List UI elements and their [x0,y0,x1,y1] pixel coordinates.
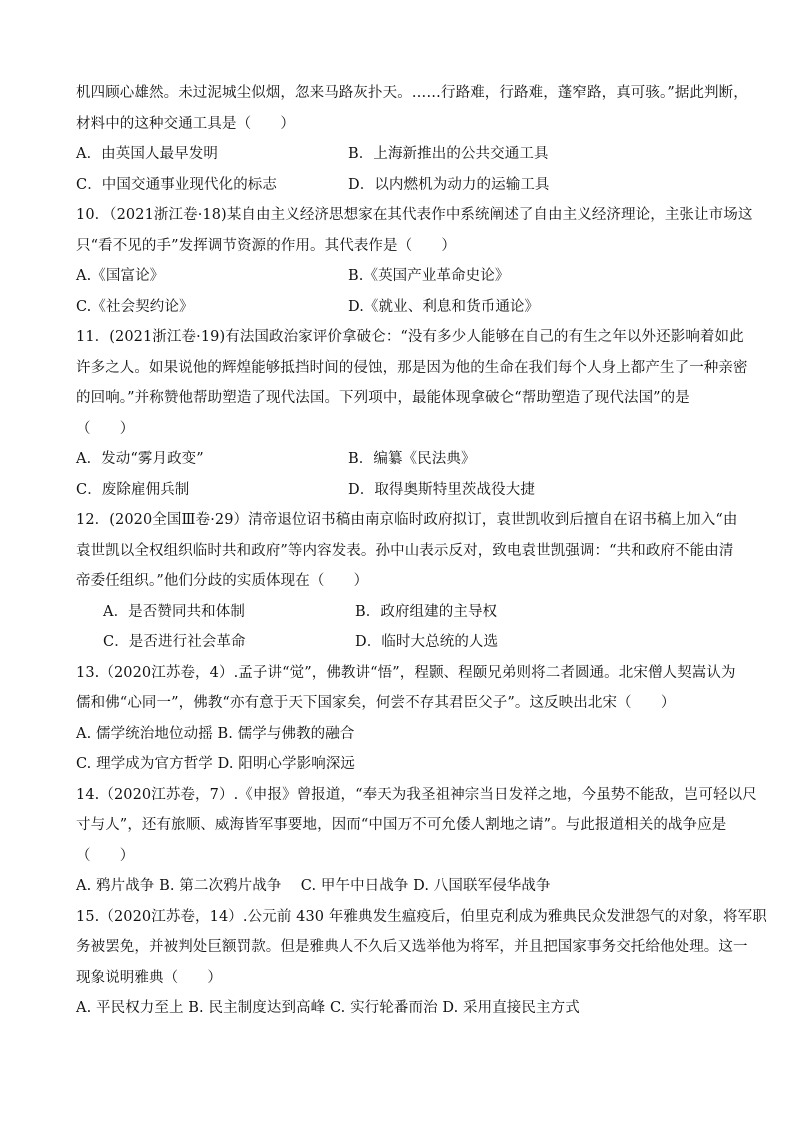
option-b: B．上海新推出的公共交通工具 [348,146,549,162]
question-text-line: 材料中的这种交通工具是（ ） [76,115,295,132]
question-text-line: 帝委任组织。”他们分歧的实质体现在（ ） [76,573,369,589]
question-14 [76,780,757,902]
page-content [76,78,767,1024]
option-row [76,292,720,323]
option-b: B．政府组建的主导权 [355,603,498,620]
option-row [76,475,720,506]
question-text-line: 儒和佛“心同一”，佛教“亦有意于天下国家矣，何尝不存其君臣父子”。这反映出北宋（ ） [76,695,676,711]
option-c: C．中国交通事业现代化的标志 [76,176,277,193]
question-text-line: 的回响。”并称赞他帮助塑造了现代法国。下列项中，最能体现拿破仑“帮助塑造了现代法国”的是 [76,390,690,406]
option-row [76,597,720,628]
option-row: C. 理学成为官方哲学 D. 阳明心学影响深远 [76,756,356,772]
option-row [76,444,720,475]
option-a: A．是否赞同共和体制 [103,603,245,620]
question-text-line: 只“看不见的手”发挥调节资源的作用。其代表作是（ ） [76,237,457,254]
question-text-line: 许多之人。如果说他的辉煌能够抵挡时间的侵蚀，那是因为他的生命在我们每个人身上都产生了一种亲密 [76,359,748,376]
option-d: D．取得奥斯特里茨战役大捷 [348,481,535,498]
option-d: D．以内燃机为动力的运输工具 [348,176,550,193]
option-c: C．废除雇佣兵制 [76,481,190,498]
option-d: D．临时大总统的人选 [355,634,499,650]
question-9-continuation [76,78,748,200]
question-text-line: 袁世凯以全权组织临时共和政府”等内容发表。孙中山表示反对，致电袁世凯强调：“共和政府不能由清 [76,542,734,559]
question-text-line: （ ） [76,420,135,437]
question-text-line: （ ） [76,847,135,864]
option-c: C.《社会契约论》 [76,298,194,315]
option-row: A. 平民权力至上 B. 民主制度达到高峰 C. 实行轮番而治 D. 采用直接民主方式 [76,1000,580,1016]
question-text-line: 现象说明雅典（ ） [76,969,222,986]
option-a: A．发动“雾月政变” [76,451,204,467]
option-row [76,139,720,170]
option-d: D.《就业、利息和货币通论》 [348,298,540,315]
question-11 [76,322,748,505]
question-text-line: 12．(2020全国Ⅲ卷·29）清帝退位诏书稿由南京临时政府拟订，袁世凯收到后擅自在诏书稿上加入“由 [76,512,738,528]
question-text-line: 11．(2021浙江卷·19)有法国政治家评价拿破仑：“没有多少人能够在自己的有生之年以外还影响着如此 [76,329,744,345]
question-text-line: 14.（2020江苏卷，7）.《申报》曾报道，“奉天为我圣祖神宗当日发祥之地，今虽势不能敌，岂可轻以尺 [76,786,757,803]
question-15 [76,902,767,1024]
question-10 [76,200,753,322]
question-text-line: 10．（2021浙江卷·18)某自由主义经济思想家在其代表作中系统阐述了自由主义经济理论，主张让市场这 [76,207,753,223]
option-row [76,170,720,201]
option-row: A. 儒学统治地位动摇 B. 儒学与佛教的融合 [76,725,355,742]
question-12 [76,505,738,658]
question-13 [76,658,736,780]
question-text-line: 寸与人”，还有旅顺、威海皆军事要地，因而“中国万不可允倭人割地之请”。与此报道相关的战争应是 [76,817,727,833]
option-b: B．编纂《民法典》 [348,451,476,467]
question-text-line: 15.（2020江苏卷，14）.公元前 430 年雅典发生瘟疫后，伯里克利成为雅典民众发泄怨气的对象，将军职 [76,908,767,925]
option-row: A. 鸦片战争 B. 第二次鸦片战争 C. 甲午中日战争 D. 八国联军侵华战争 [76,878,551,894]
option-c: C．是否进行社会革命 [103,634,246,650]
question-text-line: 13.（2020江苏卷，4）.孟子讲“觉”，佛教讲“悟”，程颢、程颐兄弟则将二者圆通。北宋僧人契嵩认为 [76,664,736,681]
option-b: B.《英国产业革命史论》 [348,268,510,284]
question-text-line: 务被罢免，并被判处巨额罚款。但是雅典人不久后又选举他为将军，并且把国家事务交托给他处理。这一 [76,939,748,955]
option-a: A.《国富论》 [76,268,165,284]
option-row [76,261,720,292]
option-a: A．由英国人最早发明 [76,146,218,162]
option-row [76,627,720,658]
question-text-line: 机四顾心雄然。未过泥城尘似烟，忽来马路灰扑天。……行路难，行路难，蓬窄路，真可骇。”据此判断， [76,85,748,101]
